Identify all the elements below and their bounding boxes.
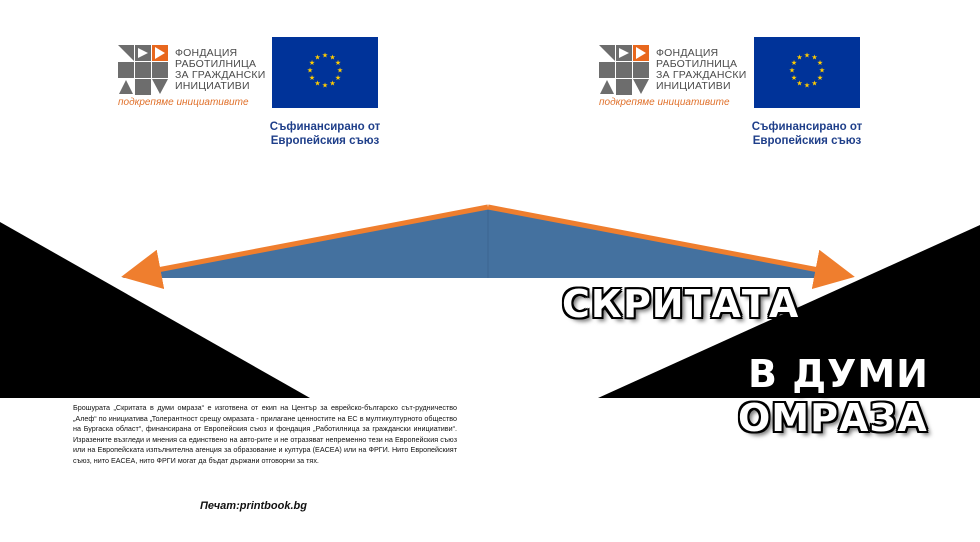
svg-text:★: ★ (816, 59, 824, 67)
svg-text:★: ★ (314, 53, 321, 62)
svg-text:★: ★ (329, 53, 336, 62)
cover-title-line-2: В ДУМИ (748, 352, 929, 396)
cover-title-line-3: ОМРАЗА (738, 396, 928, 440)
svg-text:★: ★ (314, 79, 321, 88)
svg-text:★: ★ (308, 59, 316, 67)
svg-text:★: ★ (811, 53, 818, 62)
org-name-line: ФОНДАЦИЯ (656, 47, 719, 59)
svg-text:★: ★ (816, 74, 824, 82)
cofund-caption-left (245, 120, 405, 148)
cofund-line: Европейския съюз (270, 135, 380, 147)
org-name-line: ИНИЦИАТИВИ (175, 80, 250, 92)
svg-text:★: ★ (308, 74, 316, 82)
svg-text:★: ★ (321, 81, 329, 90)
svg-text:★: ★ (334, 74, 342, 82)
org-name-line: РАБОТИЛНИЦА (175, 58, 257, 70)
svg-text:★: ★ (796, 79, 803, 88)
org-name-line: РАБОТИЛНИЦА (656, 58, 738, 70)
svg-text:★: ★ (334, 59, 342, 67)
org-name-line: ЗА ГРАЖДАНСКИ (175, 69, 266, 81)
svg-text:★: ★ (790, 59, 798, 67)
svg-text:★: ★ (803, 51, 811, 60)
org-name-line: ЗА ГРАЖДАНСКИ (656, 69, 747, 81)
cofund-line: Европейския съюз (752, 135, 862, 147)
org-name-left (175, 48, 266, 92)
fpi-logo-icon (118, 45, 168, 95)
cofund-caption-right (727, 120, 887, 148)
org-name-right (656, 48, 747, 92)
cofund-line: Съфинансирано от (751, 121, 863, 133)
colophon-text: Брошурата „Скритата в думи омраза“ е изготвена от екип на Център за еврейско-българско сът-рудничество „Алеф“ по инициатива „Толерантност срещу омразата - прилагане ценностите на ЕС в мултикултурното общество на Бургаска област“, финансирана от Европейския съюз и фондация „Работилница за граждански инициативи“. Изразените възгледи и мнения са единствено на авто-рите и не отразяват непременно тези на Европейския съюз или на Европейската изпълнителна агенция за образование и култура (EACEA) или на ФРГИ. Нито Европейският съюз, нито EACEA, нито ФРГИ могат да бъдат държани отговорни за тях. (73, 403, 457, 465)
printer-credit: Печат:printbook.bg (200, 500, 307, 512)
svg-text:★: ★ (796, 53, 803, 62)
cofund-line: Съфинансирано от (269, 121, 381, 133)
org-tagline-right: подкрепяме инициативите (599, 97, 730, 108)
eu-flag-icon (754, 37, 860, 108)
svg-text:★: ★ (790, 74, 798, 82)
svg-text:★: ★ (803, 81, 811, 90)
blue-roof (122, 207, 852, 278)
org-name-line: ИНИЦИАТИВИ (656, 80, 731, 92)
svg-text:★: ★ (336, 66, 344, 75)
svg-text:★: ★ (329, 79, 336, 88)
org-tagline-left: подкрепяме инициативите (118, 97, 249, 108)
svg-text:★: ★ (788, 66, 796, 75)
svg-text:★: ★ (818, 66, 826, 75)
svg-text:★: ★ (306, 66, 314, 75)
eu-flag-icon (272, 37, 378, 108)
cover-title-line-1: СКРИТАТА (562, 282, 800, 326)
svg-text:★: ★ (321, 51, 329, 60)
org-name-line: ФОНДАЦИЯ (175, 47, 238, 59)
fpi-logo-icon (599, 45, 649, 95)
svg-text:★: ★ (811, 79, 818, 88)
